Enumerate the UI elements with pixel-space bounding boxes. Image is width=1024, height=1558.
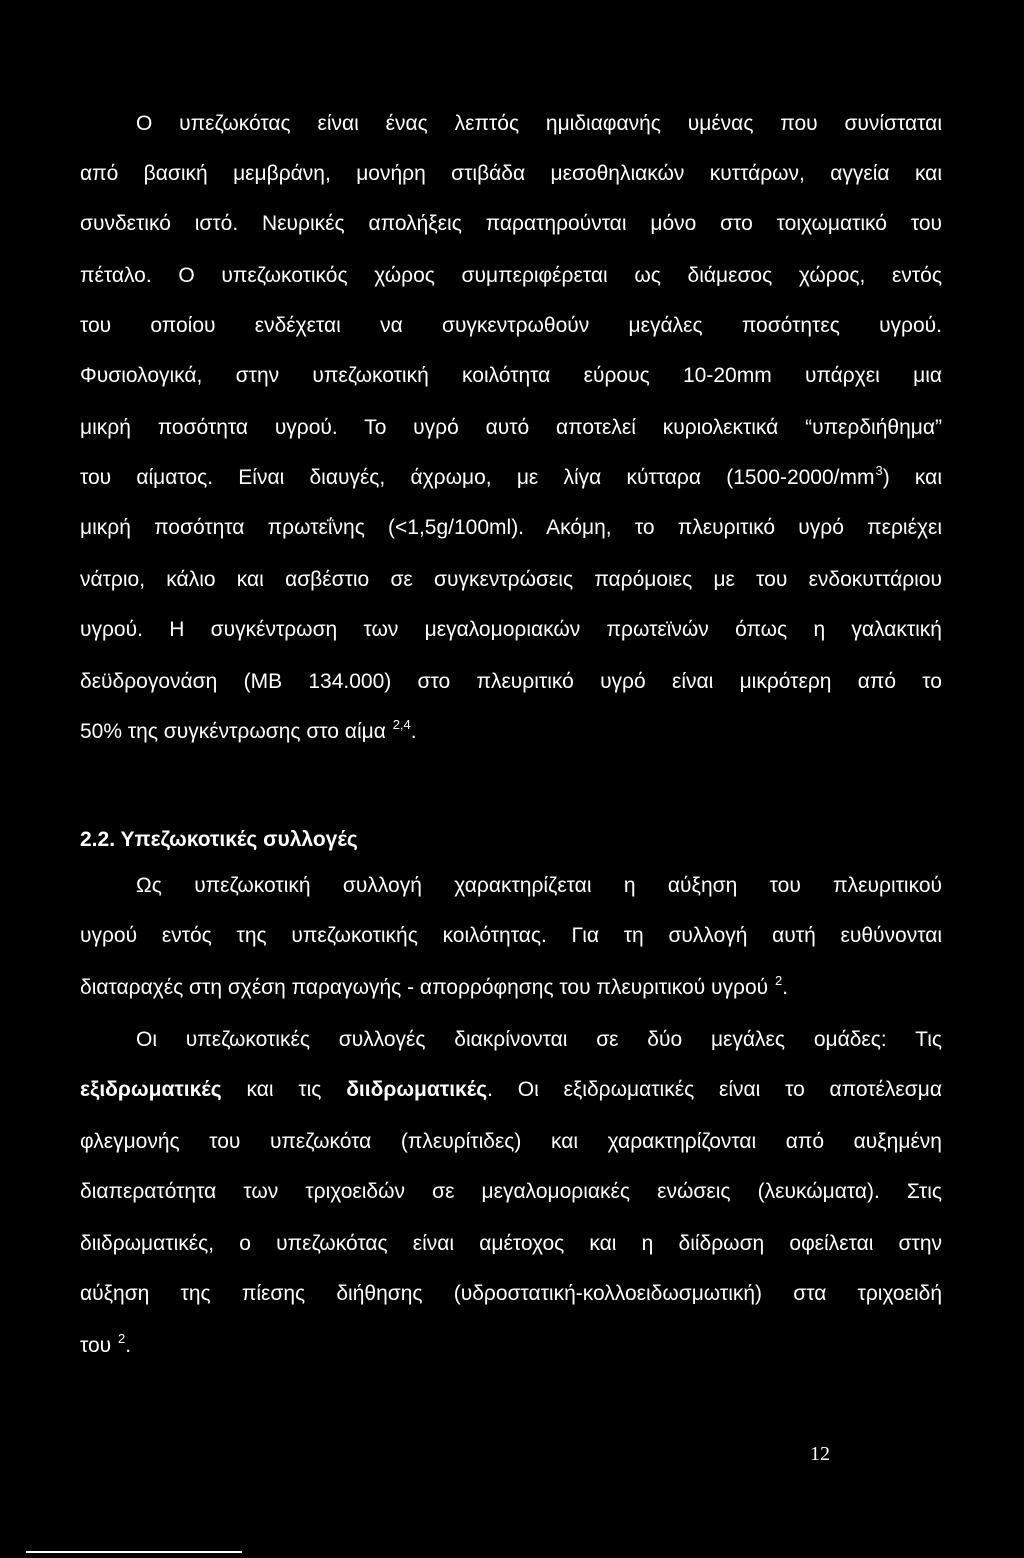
paragraph-1-line-7: μικρή ποσότητα υγρού. Το υγρό αυτό αποτελεί κυριολεκτικά “υπερδιήθημα” — [80, 416, 942, 439]
line-text: του — [80, 1334, 112, 1357]
paragraph-2-line-2: υγρού εντός της υπεζωκοτικής κοιλότητας. Για τη συλλογή αυτή ευθύνονται — [80, 924, 942, 947]
paragraph-1-line-2: από βασική μεμβράνη, μονήρη στιβάδα μεσοθηλιακών κυττάρων, αγγεία και — [80, 162, 942, 185]
line-tail: . — [782, 976, 789, 999]
line-2-tail: . Οι εξιδρωματικές είναι το αποτέλεσμα — [487, 1078, 942, 1101]
paragraph-3-line-7 — [80, 1332, 942, 1362]
superscript-cubed: 3 — [875, 463, 883, 478]
line-8-tail: ) και — [882, 466, 942, 489]
paragraph-1-line-6: Φυσιολογικά, στην υπεζωκοτική κοιλότητα εύρους 10-20mm υπάρχει μια — [80, 364, 942, 387]
line-13-text: 50% της συγκέντρωσης στο αίμα — [80, 720, 386, 743]
paragraph-3-line-5: διιδρωματικές, ο υπεζωκότας είναι αμέτοχος και η διίδρωση οφείλεται στην — [80, 1232, 942, 1255]
paragraph-1-line-10: νάτριο, κάλιο και ασβέστιο σε συγκεντρώσεις παρόμοιες με του ενδοκυττάριου — [80, 568, 942, 591]
paragraph-1-line-3: συνδετικό ιστό. Νευρικές απολήξεις παρατηρούνται μόνο στο τοιχωματικό του — [80, 212, 942, 235]
citation-superscript: 2 — [118, 1331, 126, 1346]
paragraph-1-line-12: δεϋδρογονάση (ΜΒ 134.000) στο πλευριτικό υγρό είναι μικρότερη από το — [80, 670, 942, 693]
paragraph-1-line-11: υγρού. Η συγκέντρωση των μεγαλομοριακών πρωτεϊνών όπως η γαλακτική — [80, 618, 942, 641]
term-exudative: εξιδρωματικές — [80, 1078, 222, 1101]
paragraph-1-line-5: του οποίου ενδέχεται να συγκεντρωθούν μεγάλες ποσότητες υγρού. — [80, 314, 942, 337]
paragraph-3-line-4: διαπερατότητα των τριχοειδών σε μεγαλομοριακές ενώσεις (λευκώματα). Στις — [80, 1180, 942, 1203]
term-transudative: διιδρωματικές — [346, 1078, 488, 1101]
citation-superscript: 2,4 — [392, 717, 411, 732]
paragraph-3-line-1: Οι υπεζωκοτικές συλλογές διακρίνονται σε δύο μεγάλες ομάδες: Τις — [136, 1028, 942, 1051]
paragraph-1-line-9: μικρή ποσότητα πρωτεΐνης (<1,5g/100ml). Ακόμη, το πλευριτικό υγρό περιέχει — [80, 516, 942, 539]
paragraph-3-line-3: φλεγμονής του υπεζωκότα (πλευρίτιδες) και χαρακτηρίζονται από αυξημένη — [80, 1130, 942, 1153]
paragraph-1-line-4: πέταλο. Ο υπεζωκοτικός χώρος συμπεριφέρεται ως διάμεσος χώρος, εντός — [80, 264, 942, 287]
line-8-text: του αίματος. Είναι διαυγές, άχρωμο, με λίγα κύτταρα (1500-2000/mm — [80, 466, 875, 489]
paragraph-3-line-6: αύξηση της πίεσης διήθησης (υδροστατική-κολλοειδωσμωτική) στα τριχοειδή — [80, 1282, 942, 1305]
line-tail: . — [125, 1334, 132, 1357]
paragraph-1-line-8 — [80, 464, 942, 494]
paragraph-2-line-3 — [80, 974, 942, 1004]
paragraph-1-line-1: Ο υπεζωκότας είναι ένας λεπτός ημιδιαφανής υμένας που συνίσταται — [136, 112, 942, 135]
line-text: διαταραχές στη σχέση παραγωγής - απορρόφησης του πλευριτικού υγρού — [80, 976, 769, 999]
citation-superscript: 2 — [774, 973, 783, 988]
line-13-tail: . — [410, 720, 417, 743]
paragraph-1-line-13 — [80, 718, 942, 748]
footer-rule — [26, 1551, 242, 1553]
paragraph-2-line-1: Ως υπεζωκοτική συλλογή χαρακτηρίζεται η αύξηση του πλευριτικού — [136, 874, 942, 897]
page-number: 12 — [810, 1443, 830, 1465]
line-2-mid: και τις — [221, 1078, 347, 1101]
section-heading: 2.2. Υπεζωκοτικές συλλογές — [80, 828, 358, 851]
paragraph-3-line-2 — [80, 1076, 942, 1104]
